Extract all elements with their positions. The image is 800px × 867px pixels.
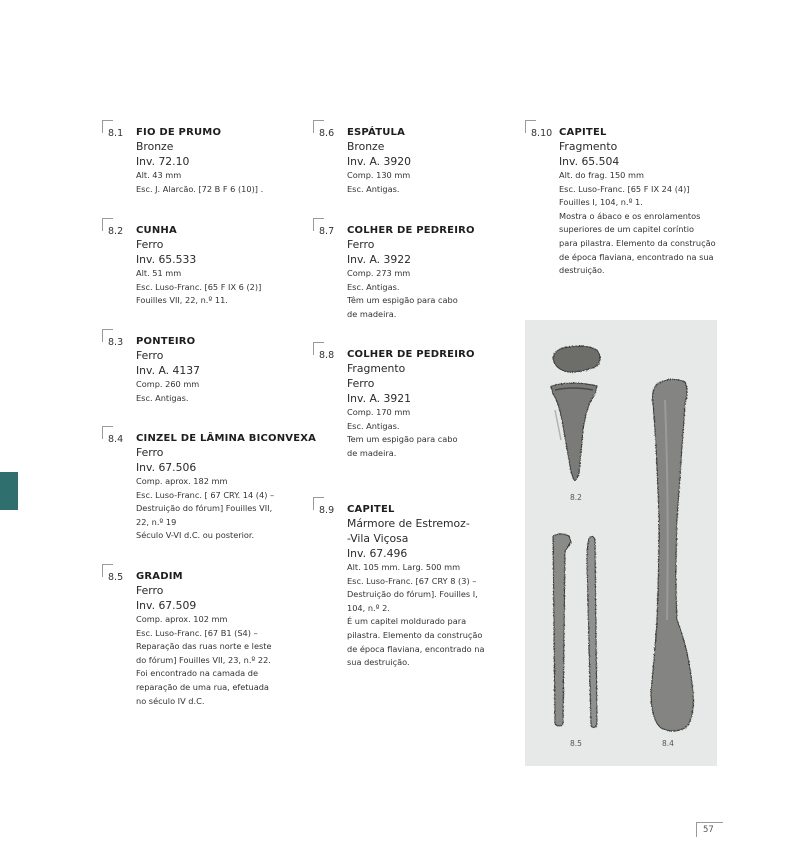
- artifact-photo-plate: [525, 320, 717, 766]
- entry-number: 8.5: [108, 572, 124, 583]
- catalog-entry-8-2: [108, 222, 293, 308]
- entry-detail-line: Destruição do fórum]. Fouilles I,: [347, 589, 478, 600]
- entry-title: CAPITEL: [347, 504, 395, 515]
- entry-primary-line: Ferro: [347, 238, 375, 251]
- entry-detail-line: Têm um espigão para cabo: [347, 295, 458, 306]
- entry-primary-line: Inv. A. 4137: [136, 364, 200, 377]
- entry-detail-line: Esc. Antigas.: [347, 281, 400, 292]
- entry-primary-line: Fragmento: [559, 140, 618, 153]
- entry-detail-line: destruição.: [559, 265, 605, 276]
- entry-detail-line: de época flaviana, encontrado na sua: [559, 251, 714, 262]
- entry-primary-line: Inv. 67.506: [136, 461, 197, 474]
- entry-primary-line: Ferro: [136, 349, 164, 362]
- entry-detail-line: Comp. aprox. 102 mm: [136, 614, 228, 624]
- entry-detail-line: pilastra. Elemento da construção: [347, 629, 483, 640]
- entry-detail-line: sua destruição.: [347, 657, 410, 668]
- entry-number: 8.3: [108, 337, 124, 348]
- catalog-entry-8-10: [531, 124, 731, 278]
- entry-title: FIO DE PRUMO: [136, 127, 222, 138]
- catalog-entry-8-5: [108, 568, 293, 708]
- entry-detail-line: reparação de uma rua, efetuada: [136, 681, 269, 692]
- catalog-entry-8-9: [319, 501, 504, 670]
- entry-number: 8.7: [319, 226, 335, 237]
- entry-detail-line: no século IV d.C.: [136, 695, 205, 706]
- entry-detail-line: Comp. 260 mm: [136, 379, 200, 389]
- entry-detail-line: Esc. Antigas.: [347, 183, 400, 194]
- section-tab: [0, 472, 18, 510]
- entry-title: CINZEL DE LÂMINA BICONVEXA: [136, 433, 317, 444]
- entry-primary-line: Ferro: [136, 446, 164, 459]
- entry-detail-line: superiores de um capitel coríntio: [559, 224, 694, 235]
- catalog-entry-8-8: [319, 346, 504, 460]
- entry-primary-line: Mármore de Estremoz-: [347, 517, 470, 530]
- entry-title: GRADIM: [136, 571, 183, 582]
- entry-detail-line: Esc. J. Alarcão. [72 B F 6 (10)] .: [136, 183, 264, 194]
- wedge-fragment-top: [553, 346, 600, 372]
- entry-detail-line: Esc. Luso-Franc. [ 67 CRY. 14 (4) –: [136, 489, 275, 500]
- entry-title: COLHER DE PEDREIRO: [347, 349, 475, 360]
- entry-detail-line: Reparação das ruas norte e leste: [136, 641, 272, 652]
- entry-detail-line: Alt. 43 mm: [136, 170, 182, 180]
- entry-number: 8.10: [531, 128, 553, 139]
- entry-title: ESPÁTULA: [347, 127, 406, 138]
- entry-primary-line: Inv. 67.509: [136, 599, 197, 612]
- caption-8-4: 8.4: [662, 739, 674, 748]
- entry-detail-line: Comp. aprox. 182 mm: [136, 476, 228, 486]
- entry-detail-line: 104, n.º 2.: [347, 602, 390, 613]
- entry-number: 8.4: [108, 434, 124, 445]
- page-number: 57: [696, 822, 723, 837]
- entry-detail-line: Comp. 273 mm: [347, 268, 411, 278]
- entry-detail-line: Mostra o ábaco e os enrolamentos: [559, 210, 701, 221]
- entry-primary-line: Bronze: [347, 140, 385, 153]
- chisel-8-4: [651, 379, 693, 731]
- entry-detail-line: para pilastra. Elemento da construção: [559, 237, 716, 248]
- entry-primary-line: Bronze: [136, 140, 174, 153]
- entry-detail-line: Fouilles I, 104, n.º 1.: [559, 197, 643, 208]
- entry-detail-line: de madeira.: [347, 308, 397, 319]
- chisel-8-5-left: [553, 534, 571, 726]
- entry-primary-line: Ferro: [136, 584, 164, 597]
- entry-detail-line: Esc. Luso-Franc. [67 CRY 8 (3) –: [347, 575, 477, 586]
- entry-detail-line: 22, n.º 19: [136, 516, 177, 527]
- entry-primary-line: Ferro: [136, 238, 164, 251]
- catalog-entry-8-6: [319, 124, 504, 196]
- entry-title: CAPITEL: [559, 127, 607, 138]
- entry-title: COLHER DE PEDREIRO: [347, 225, 475, 236]
- caption-8-5: 8.5: [570, 739, 582, 748]
- entry-detail-line: Fouilles VII, 22, n.º 11.: [136, 295, 228, 306]
- entry-detail-line: Século V-VI d.C. ou posterior.: [136, 530, 255, 541]
- entry-number: 8.1: [108, 128, 124, 139]
- entry-detail-line: Esc. Luso-Franc. [65 F IX 6 (2)]: [136, 281, 262, 292]
- entry-detail-line: Tem um espigão para cabo: [347, 434, 458, 445]
- wedge-8-2: [551, 383, 597, 480]
- entry-primary-line: Inv. A. 3921: [347, 392, 411, 405]
- entry-detail-line: de época flaviana, encontrado na: [347, 643, 485, 654]
- catalog-entry-8-4: [108, 430, 317, 543]
- entry-number: 8.9: [319, 505, 335, 516]
- caption-8-2: 8.2: [570, 493, 582, 502]
- artifact-illustrations: [525, 320, 717, 766]
- entry-primary-line: Ferro: [347, 377, 375, 390]
- entry-detail-line: Comp. 130 mm: [347, 170, 411, 180]
- entry-detail-line: Esc. Luso-Franc. [65 F IX 24 (4)]: [559, 183, 690, 194]
- entry-primary-line: Inv. 72.10: [136, 155, 190, 168]
- entry-detail-line: Alt. do frag. 150 mm: [559, 170, 644, 180]
- entry-detail-line: Alt. 51 mm: [136, 268, 182, 278]
- entry-primary-line: Fragmento: [347, 362, 406, 375]
- entry-detail-line: do fórum] Fouilles VII, 23, n.º 22.: [136, 654, 271, 665]
- entry-title: PONTEIRO: [136, 336, 196, 347]
- entry-title: CUNHA: [136, 225, 177, 236]
- entry-primary-line: -Vila Viçosa: [347, 532, 409, 545]
- entry-detail-line: Esc. Luso-Franc. [67 B1 (S4) –: [136, 627, 258, 638]
- entry-primary-line: Inv. 65.533: [136, 253, 197, 266]
- entry-primary-line: Inv. A. 3920: [347, 155, 411, 168]
- entry-detail-line: de madeira.: [347, 447, 397, 458]
- entry-detail-line: Foi encontrado na camada de: [136, 668, 259, 679]
- entry-number: 8.6: [319, 128, 335, 139]
- entry-primary-line: Inv. 65.504: [559, 155, 620, 168]
- entry-detail-line: É um capitel moldurado para: [347, 616, 467, 627]
- entry-detail-line: Alt. 105 mm. Larg. 500 mm: [347, 562, 461, 572]
- catalog-entry-8-7: [319, 222, 504, 321]
- entry-detail-line: Destruição do fórum] Fouilles VII,: [136, 503, 273, 514]
- entry-primary-line: Inv. 67.496: [347, 547, 408, 560]
- entry-detail-line: Comp. 170 mm: [347, 407, 411, 417]
- entry-primary-line: Inv. A. 3922: [347, 253, 411, 266]
- chisel-8-5-right: [587, 536, 597, 727]
- entry-detail-line: Esc. Antigas.: [136, 392, 189, 403]
- entry-number: 8.8: [319, 350, 335, 361]
- entry-detail-line: Esc. Antigas.: [347, 420, 400, 431]
- catalog-entry-8-3: [108, 333, 293, 405]
- catalog-entry-8-1: [108, 124, 293, 196]
- entry-number: 8.2: [108, 226, 124, 237]
